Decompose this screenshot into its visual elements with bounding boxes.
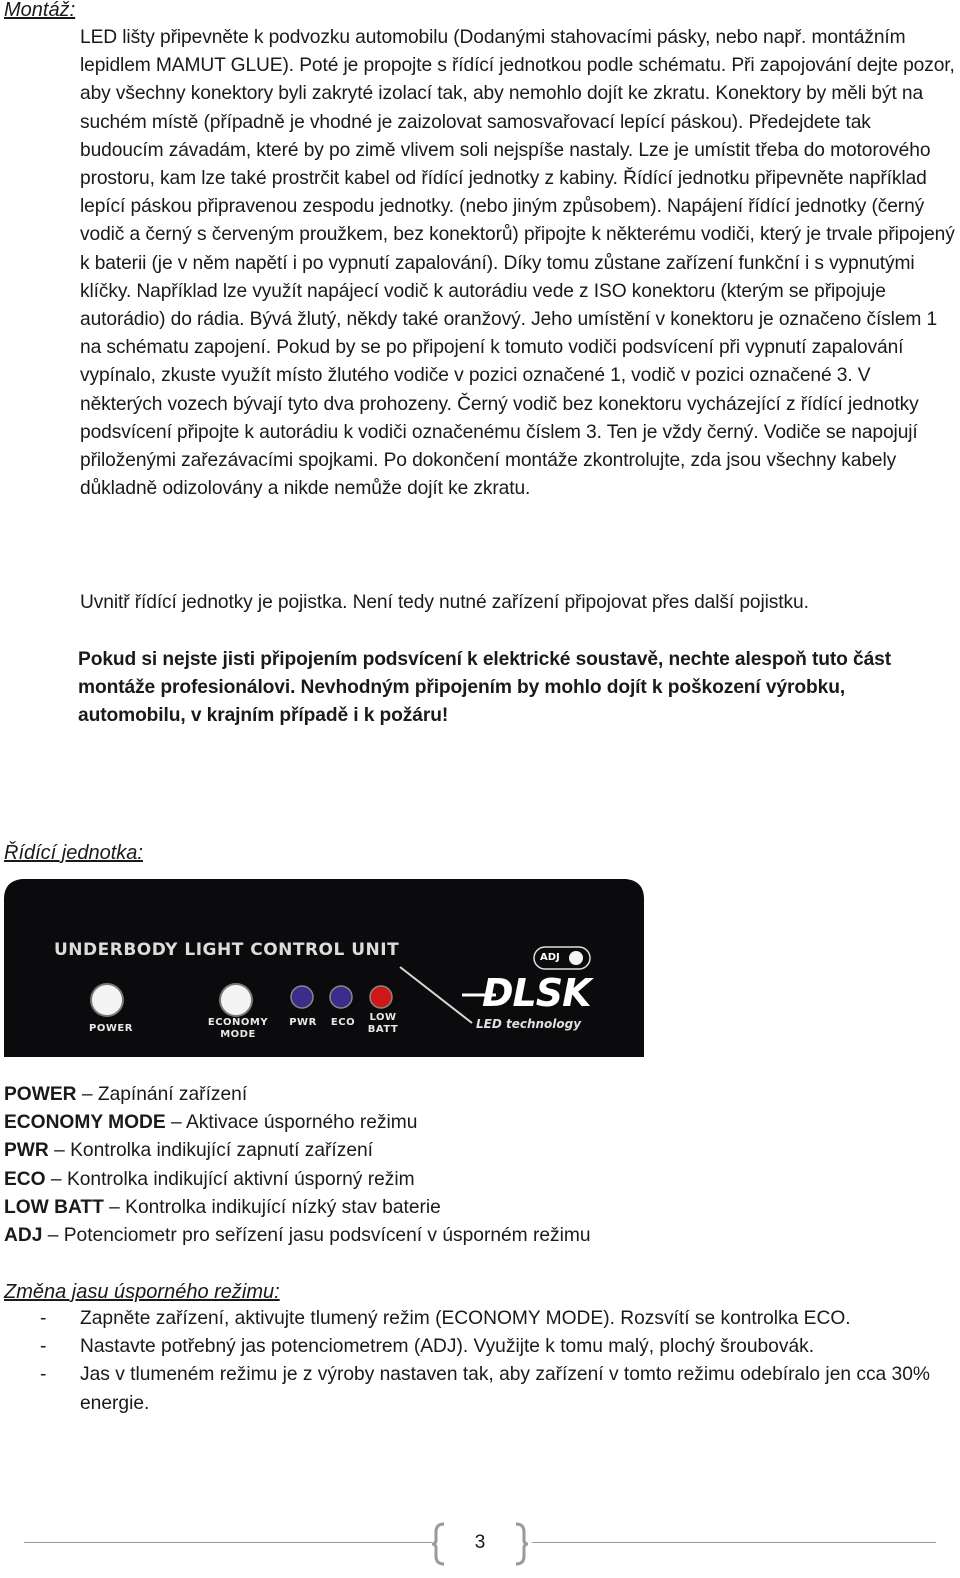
- economy-mode-button: [220, 984, 252, 1016]
- step-item: - Nastavte potřebný jas potenciometrem (ADJ). Využijte k tomu malý, plochý šroubovák.: [40, 1336, 815, 1358]
- footer-rule-left: [24, 1542, 432, 1543]
- panel-label-adj: ADJ: [540, 952, 560, 963]
- low-batt-led: [370, 986, 392, 1008]
- legend-item: ADJ – Potenciometr pro seřízení jasu podsvícení v úsporném režimu: [4, 1225, 591, 1247]
- legend-item: PWR – Kontrolka indikující zapnutí zařízení: [4, 1140, 374, 1162]
- montaz-heading: Montáž:: [4, 0, 76, 21]
- fuse-note: Uvnitř řídící jednotky je pojistka. Není tedy nutné zařízení připojovat přes další pojistku.: [80, 592, 809, 613]
- panel-label-economy: ECONOMY MODE: [207, 1017, 269, 1040]
- step-item: - Jas v tlumeném režimu je z výroby nastaven tak, aby zařízení v tomto režimu odebíralo jen cca 30% energie.: [40, 1364, 930, 1414]
- panel-label-eco: ECO: [330, 1017, 356, 1028]
- montaz-paragraph: LED lišty připevněte k podvozku automobilu (Dodanými stahovacími pásky, nebo např. montážním lepidlem MAMUT GLUE). Poté je propojte s řídící jednotkou podle schématu. Při zapojování dejte pozor, aby všechny konektory byli zakryté izolací tak, aby nemohlo dojít ke zkratu. Konektory by měli být na suchém místě (případně je vhodné je zaizolovat samosvařovací lepící páskou). Předejdete tak budoucím závadám, které by po zimě vlivem soli nejspíše nastaly. Lze je umístit třeba do motorového prostoru, kam lze také prostrčit kabel od řídící jednotky z kabiny. Řídící jednotku připevněte například lepící páskou připravenou zespodu jednotky. (nebo jiným způsobem). Napájení řídící jednotky (černý vodič a černý s červeným proužkem, bez konektorů) připojte k některému vodiči, který je trvale připojený k baterii (je v něm napětí i po vypnutí zapalování). Díky tomu zůstane zařízení funkční i s vypnutými klíčky. Například lze využít napájecí vodič k autorádiu vede z ISO konektoru (kterým se připojuje autorádio) do rádia. Bývá žlutý, někdy také oranžový. Jeho umístění v konektoru je označeno číslem 1 na schématu zapojení. Pokud by se po připojení k tomuto vodiči podsvícení při vypnutí zapalování vypínalo, zkuste využít místo žlutého vodiče v pozici označené 1, vodič v pozici označené 3. V některých vozech bývají tyto dva prohozeny. Černý vodič bez konektoru vycházející z řídící jednotky podsvícení připojte k autorádiu k vodiči označenému číslem 3. Ten je vždy černý. Vodiče se napojují přiloženými zařezávacími spojkami. Po dokončení montáže zkontrolujte, zda jsou všechny kabely důkladně odizolovány a nikde nemůže dojít ke zkratu.: [80, 27, 955, 500]
- pwr-led: [291, 986, 313, 1008]
- panel-label-pwr: PWR: [289, 1017, 317, 1028]
- brightness-heading: Změna jasu úsporného režimu:: [4, 1281, 280, 1303]
- legend-item: POWER – Zapínání zařízení: [4, 1084, 248, 1105]
- brand-tagline: LED technology: [476, 1017, 582, 1031]
- page-number: 3: [474, 1532, 486, 1553]
- eco-led: [330, 986, 352, 1008]
- legend-item: ECONOMY MODE – Aktivace úsporného režimu: [4, 1112, 418, 1134]
- legend-item: ECO – Kontrolka indikující aktivní úsporný režim: [4, 1168, 415, 1190]
- unit-heading: Řídící jednotka:: [4, 842, 143, 864]
- footer-rule-right: [532, 1542, 936, 1543]
- power-button: [91, 984, 123, 1016]
- page-number-box: [432, 1522, 528, 1566]
- panel-label-low-batt: LOW BATT: [367, 1012, 399, 1035]
- warning-note: Pokud si nejste jisti připojením podsvícení k elektrické soustavě, nechte alespoň tuto část montáže profesionálovi. Nevhodným připojením by mohlo dojít k poškození výrobku, automobilu, v krajním případě i k požáru!: [78, 649, 892, 727]
- panel-label-power: POWER: [89, 1023, 133, 1034]
- legend-list: [4, 1081, 591, 1250]
- step-item: - Zapněte zařízení, aktivujte tlumený režim (ECONOMY MODE). Rozsvítí se kontrolka ECO.: [40, 1308, 851, 1329]
- legend-item: LOW BATT – Kontrolka indikující nízký stav baterie: [4, 1196, 441, 1218]
- brightness-steps: [40, 1305, 940, 1418]
- panel-title: UNDERBODY LIGHT CONTROL UNIT: [54, 940, 400, 960]
- brand-logo: DLSK: [482, 971, 591, 1015]
- control-unit-image: [4, 877, 645, 1057]
